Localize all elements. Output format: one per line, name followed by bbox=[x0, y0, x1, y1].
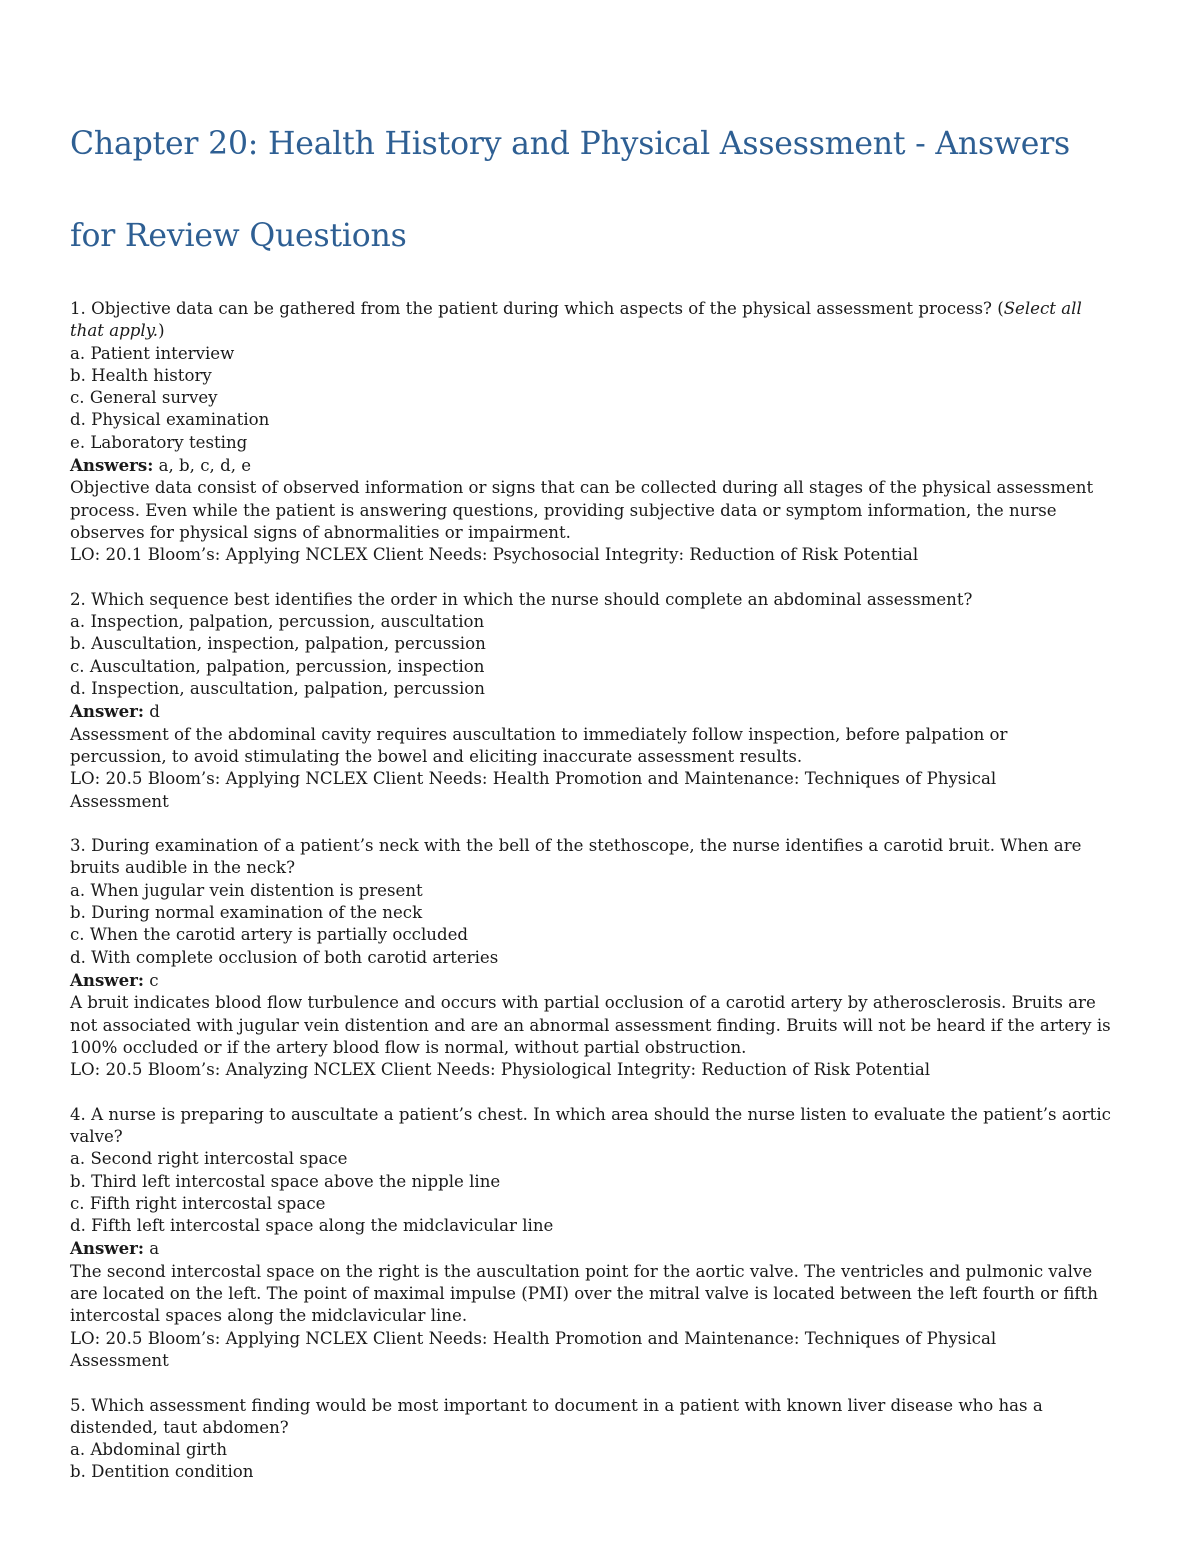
answer-option-d: d. With complete occlusion of both carotid arteries bbox=[70, 947, 499, 967]
answer-value: c bbox=[144, 970, 159, 990]
question-stem-text: ) bbox=[158, 321, 165, 341]
rationale-line: observes for physical signs of abnormalities or impairment. bbox=[70, 522, 571, 542]
answer-option-b: b. Auscultation, inspection, palpation, percussion bbox=[70, 634, 486, 654]
question-stem: 5. Which assessment finding would be most important to document in a patient with known liver disease who has a bbox=[70, 1395, 1043, 1415]
answer-option-c: c. When the carotid artery is partially occluded bbox=[70, 925, 469, 945]
answer-option-c: c. Fifth right intercostal space bbox=[70, 1193, 326, 1213]
question-3 bbox=[70, 835, 1132, 1081]
answer-option-d: d. Fifth left intercostal space along the midclavicular line bbox=[70, 1216, 554, 1236]
question-stem bbox=[70, 298, 1132, 320]
question-stem: 4. A nurse is preparing to auscultate a patient’s chest. In which area should the nurse listen to evaluate the patient’s aortic bbox=[70, 1104, 1111, 1124]
answer-option-b: b. Third left intercostal space above the nipple line bbox=[70, 1171, 501, 1191]
question-stem-text: 1. Objective data can be gathered from the patient during which aspects of the physical assessment process? ( bbox=[70, 299, 1004, 318]
answer-label: Answer: bbox=[70, 969, 144, 990]
answer-label: Answer: bbox=[70, 1238, 144, 1259]
rationale-line: Assessment of the abdominal cavity requires auscultation to immediately follow inspection, before palpation or bbox=[70, 724, 1008, 744]
question-stem-italic: Select all bbox=[1003, 299, 1082, 318]
question-1 bbox=[70, 298, 1132, 567]
answer-option-b: b. During normal examination of the neck bbox=[70, 903, 423, 923]
answer-option-a: a. Inspection, palpation, percussion, auscultation bbox=[70, 612, 485, 632]
rationale-line: The second intercostal space on the right is the auscultation point for the aortic valve. The ventricles and pulmonic valve bbox=[70, 1261, 1093, 1281]
answer-option-a: a. Patient interview bbox=[70, 343, 235, 363]
learning-objective-continued: Assessment bbox=[70, 1350, 169, 1370]
answer-option-a: a. When jugular vein distention is present bbox=[70, 880, 423, 900]
answer-option-d: d. Physical examination bbox=[70, 410, 270, 430]
question-stem-continued: bruits audible in the neck? bbox=[70, 858, 296, 878]
rationale-line: A bruit indicates blood flow turbulence and occurs with partial occlusion of a carotid artery by atherosclerosis. Bruits are bbox=[70, 993, 1096, 1013]
page-title bbox=[70, 98, 1150, 282]
answer-option-c: c. General survey bbox=[70, 388, 218, 408]
answer-label: Answer: bbox=[70, 701, 144, 722]
question-2 bbox=[70, 589, 1132, 813]
question-5 bbox=[70, 1395, 1132, 1484]
page-title-line-2: for Review Questions bbox=[70, 218, 407, 254]
answer-option-c: c. Auscultation, palpation, percussion, inspection bbox=[70, 656, 485, 676]
rationale-line: Objective data consist of observed information or signs that can be collected during all stages of the physical assessment bbox=[70, 478, 1094, 498]
learning-objective: LO: 20.5 Bloom’s: Applying NCLEX Client Needs: Health Promotion and Maintenance: Techniques of Physical bbox=[70, 1328, 997, 1348]
question-stem-continued bbox=[70, 320, 1132, 342]
answer-value: a, b, c, d, e bbox=[153, 456, 252, 476]
answer-label: Answers: bbox=[70, 455, 154, 476]
answer-key bbox=[70, 454, 1132, 477]
question-stem: 3. During examination of a patient’s neck with the bell of the stethoscope, the nurse identifies a carotid bruit. When are bbox=[70, 836, 1082, 856]
rationale-line: process. Even while the patient is answering questions, providing subjective data or symptom information, the nurse bbox=[70, 500, 1057, 520]
question-4 bbox=[70, 1104, 1132, 1373]
page-title-line-1: Chapter 20: Health History and Physical Assessment - Answers bbox=[70, 126, 1071, 162]
question-stem-italic: that apply. bbox=[70, 321, 159, 341]
rationale-line: percussion, to avoid stimulating the bowel and eliciting inaccurate assessment results. bbox=[70, 746, 803, 766]
question-stem: 2. Which sequence best identifies the order in which the nurse should complete an abdominal assessment? bbox=[70, 589, 973, 609]
answer-key bbox=[70, 700, 1132, 723]
questions-body bbox=[70, 298, 1132, 1506]
learning-objective: LO: 20.5 Bloom’s: Applying NCLEX Client Needs: Health Promotion and Maintenance: Techniques of Physical bbox=[70, 769, 997, 789]
answer-key bbox=[70, 969, 1132, 992]
answer-option-a: a. Second right intercostal space bbox=[70, 1149, 348, 1169]
answer-option-a: a. Abdominal girth bbox=[70, 1440, 228, 1460]
answer-option-b: b. Health history bbox=[70, 365, 212, 385]
question-stem-continued: valve? bbox=[70, 1126, 123, 1146]
answer-option-d: d. Inspection, auscultation, palpation, percussion bbox=[70, 679, 485, 699]
answer-option-e: e. Laboratory testing bbox=[70, 432, 248, 452]
rationale-line: 100% occluded or if the artery blood flow is normal, without partial obstruction. bbox=[70, 1037, 747, 1057]
question-stem-continued: distended, taut abdomen? bbox=[70, 1417, 289, 1437]
rationale-line: intercostal spaces along the midclavicular line. bbox=[70, 1306, 468, 1326]
answer-option-b: b. Dentition condition bbox=[70, 1462, 254, 1482]
answer-value: d bbox=[144, 702, 160, 722]
learning-objective-continued: Assessment bbox=[70, 791, 169, 811]
rationale-line: are located on the left. The point of maximal impulse (PMI) over the mitral valve is located between the left fourth or fifth bbox=[70, 1284, 1098, 1304]
learning-objective: LO: 20.5 Bloom’s: Analyzing NCLEX Client Needs: Physiological Integrity: Reduction of Risk Potential bbox=[70, 1060, 931, 1080]
learning-objective: LO: 20.1 Bloom’s: Applying NCLEX Client Needs: Psychosocial Integrity: Reduction of Risk Potential bbox=[70, 545, 919, 565]
answer-value: a bbox=[144, 1239, 160, 1259]
rationale-line: not associated with jugular vein distention and are an abnormal assessment finding. Bruits will not be heard if the artery is bbox=[70, 1015, 1111, 1035]
answer-key bbox=[70, 1237, 1132, 1260]
